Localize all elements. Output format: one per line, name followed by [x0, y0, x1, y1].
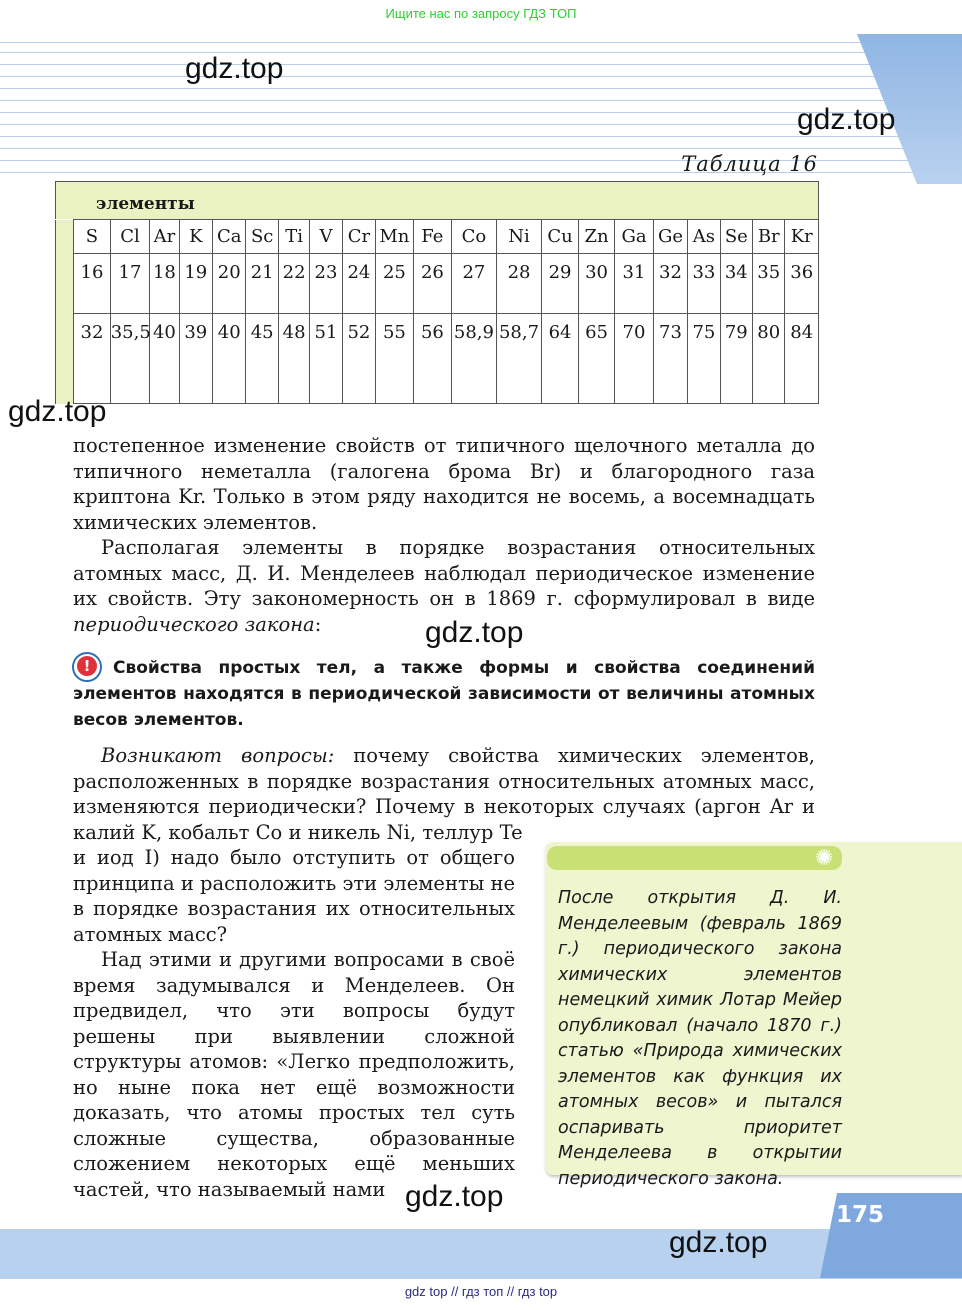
atomic-number-cell: 30	[578, 254, 614, 314]
atomic-number-cell: 24	[342, 254, 375, 314]
watermark: gdz.top	[797, 103, 896, 136]
law-statement: Свойства простых тел, а также формы и свойства соединений элементов находятся в периодической зависимости от величины атомных весов элементов.	[73, 658, 815, 730]
atomic-mass-cell: 84	[785, 314, 819, 404]
atomic-number-cell: 29	[542, 254, 578, 314]
paragraph-1: постепенное изменение свойств от типичного щелочного металла до типичного неметалла (галогена брома Br) и благородного газа криптона Kr. Только в этом ряду находится не восемь, а восемнадцать химических элементов.	[73, 434, 815, 534]
table-spacer	[56, 254, 74, 314]
element-symbol-cell: Zn	[578, 220, 614, 254]
atomic-number-cell: 34	[720, 254, 752, 314]
watermark: gdz.top	[669, 1226, 768, 1259]
element-symbol-cell: Ca	[213, 220, 246, 254]
paragraph-4: Над этими и другими вопросами в своё время задумывался и Менделеев. Он предвидел, что эти вопросы будут решены при выявлении сложной структуры атомов: «Легко предположить, но ныне пока нет ещё возможности доказать, что атомы простых тел суть сложные существа, образованные сложением некоторых ещё меньших частей, что называемый нами	[73, 948, 515, 1201]
element-symbol-cell: Kr	[785, 220, 819, 254]
atomic-number-cell: 33	[688, 254, 720, 314]
atomic-mass-cell: 58,9	[452, 314, 497, 404]
sun-icon: ✺	[815, 846, 834, 871]
element-symbol-cell: Ge	[653, 220, 687, 254]
atomic-mass-cell: 79	[720, 314, 752, 404]
atomic-number-cell: 25	[376, 254, 413, 314]
element-symbol-cell: Ni	[496, 220, 542, 254]
sidebar-note-text: После открытия Д. И. Менделеевым (февраль 1869 г.) периодического закона химических элементов немецкий химик Лотар Мейер опубликовал (начало 1870 г.) статью «Природа химических элементов как функция их атомных весов» и пытался оспаривать приоритет Менделеева в открытии периодического закона.	[558, 888, 842, 1189]
element-symbol-cell: Ar	[150, 220, 179, 254]
atomic-mass-cell: 55	[376, 314, 413, 404]
element-symbol-cell: Cr	[342, 220, 375, 254]
questions-paragraph: Возникают вопросы: почему свойства химических элементов, расположенных в порядке возрастания относительных атомных масс, изменяются периодически? Почему в некоторых случаях (аргон Ar и калий K, кобальт Co и никель Ni, теллур Te	[73, 744, 815, 844]
elements-table	[55, 181, 819, 404]
element-symbol-cell: As	[688, 220, 720, 254]
element-symbol-cell: Cl	[110, 220, 150, 254]
element-symbol-cell: Se	[720, 220, 752, 254]
atomic-mass-cell: 75	[688, 314, 720, 404]
atomic-mass-cell: 40	[150, 314, 179, 404]
italic-term: периодического закона	[73, 612, 315, 636]
atomic-mass-cell: 70	[615, 314, 654, 404]
symbols-row	[56, 220, 819, 254]
atomic-number-cell: 35	[753, 254, 785, 314]
questions-continued: и иод I) надо было отступить от общего принципа и расположить эти элементы не в порядке возрастания их относительных атомных масс?	[73, 846, 515, 946]
sidebar-note	[545, 842, 962, 1189]
atomic-number-cell: 28	[496, 254, 542, 314]
element-symbol-cell: V	[310, 220, 342, 254]
top-ad-text[interactable]: Ищите нас по запросу ГДЗ ТОП	[385, 6, 577, 21]
paragraph	[73, 433, 815, 637]
page-number: 175	[836, 1202, 885, 1228]
numbers-row	[56, 254, 819, 314]
watermark: gdz.top	[185, 52, 284, 85]
atomic-mass-cell: 40	[213, 314, 246, 404]
atomic-number-cell: 26	[413, 254, 452, 314]
warning-icon: !	[72, 652, 102, 682]
questions-italic: Возникают вопросы:	[101, 744, 335, 767]
atomic-number-cell: 21	[246, 254, 278, 314]
table-header: элементы	[55, 181, 819, 219]
atomic-mass-cell: 64	[542, 314, 578, 404]
table-spacer	[56, 314, 74, 404]
watermark: gdz.top	[8, 395, 107, 428]
atomic-mass-cell: 39	[179, 314, 212, 404]
sidebar-note-header	[547, 846, 842, 870]
atomic-number-cell: 27	[452, 254, 497, 314]
element-symbol-cell: Co	[452, 220, 497, 254]
element-symbol-cell: K	[179, 220, 212, 254]
element-symbol-cell: Ga	[615, 220, 654, 254]
atomic-mass-cell: 48	[278, 314, 309, 404]
atomic-mass-cell: 80	[753, 314, 785, 404]
atomic-number-cell: 17	[110, 254, 150, 314]
atomic-mass-cell: 51	[310, 314, 342, 404]
element-symbol-cell: Ti	[278, 220, 309, 254]
atomic-mass-cell: 52	[342, 314, 375, 404]
element-symbol-cell: Sc	[246, 220, 278, 254]
atomic-mass-cell: 56	[413, 314, 452, 404]
atomic-mass-cell: 73	[653, 314, 687, 404]
table-caption: Таблица 16	[681, 152, 818, 176]
element-symbol-cell: Fe	[413, 220, 452, 254]
watermark: gdz.top	[425, 616, 524, 649]
element-symbol-cell: Br	[753, 220, 785, 254]
atomic-number-cell: 32	[653, 254, 687, 314]
atomic-number-cell: 23	[310, 254, 342, 314]
narrow-column	[73, 845, 515, 1202]
atomic-mass-cell: 65	[578, 314, 614, 404]
watermark: gdz.top	[405, 1180, 504, 1213]
bottom-ad-text[interactable]: gdz top // гдз топ // гдз top	[404, 1284, 558, 1299]
atomic-mass-cell: 32	[74, 314, 110, 404]
atomic-mass-cell: 45	[246, 314, 278, 404]
atomic-number-cell: 31	[615, 254, 654, 314]
element-symbol-cell: Cu	[542, 220, 578, 254]
atomic-number-cell: 19	[179, 254, 212, 314]
element-symbol-cell: Mn	[376, 220, 413, 254]
atomic-number-cell: 16	[74, 254, 110, 314]
paragraph-2: Располагая элементы в порядке возрастания относительных атомных масс, Д. И. Менделеев наблюдал периодическое изменение их свойств. Эту закономерность он в 1869 г. сформулировал в виде периодического закона:	[73, 536, 815, 636]
atomic-number-cell: 36	[785, 254, 819, 314]
atomic-number-cell: 22	[278, 254, 309, 314]
footer-decoration	[0, 1193, 962, 1278]
masses-row	[56, 314, 819, 404]
element-symbol-cell: S	[74, 220, 110, 254]
table-spacer	[56, 220, 74, 254]
atomic-number-cell: 20	[213, 254, 246, 314]
atomic-number-cell: 18	[150, 254, 179, 314]
atomic-mass-cell: 35,5	[110, 314, 150, 404]
atomic-mass-cell: 58,7	[496, 314, 542, 404]
